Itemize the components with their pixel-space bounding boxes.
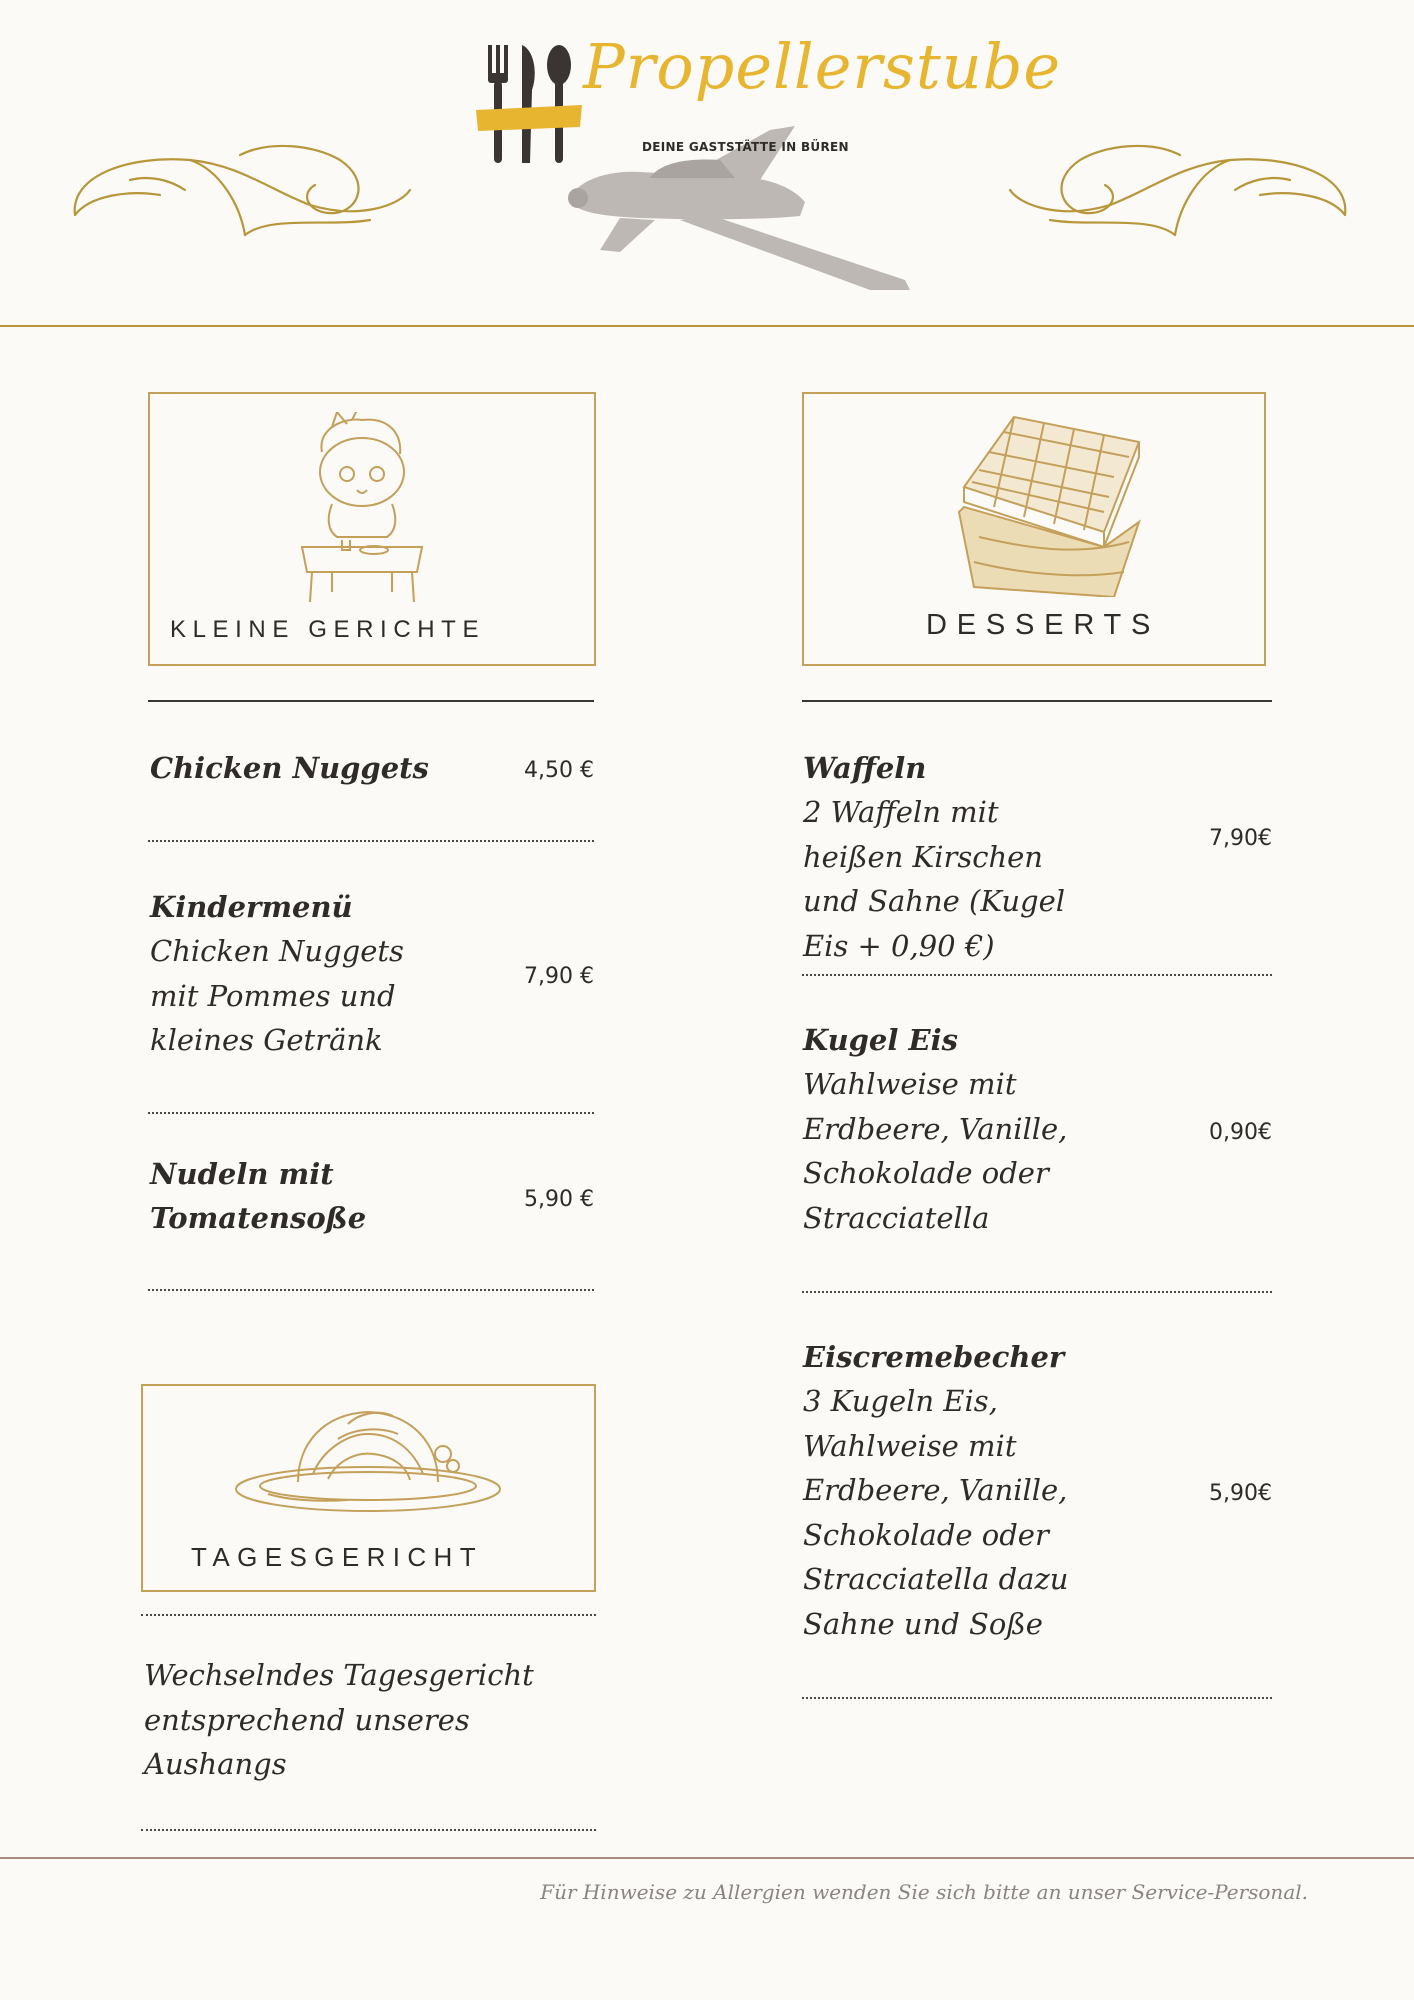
item-divider bbox=[802, 974, 1272, 976]
allergy-note: Für Hinweise zu Allergien wenden Sie sich bitte an unser Service-Personal. bbox=[540, 1880, 1308, 1904]
cutlery-logo-icon bbox=[474, 45, 584, 170]
item-name: Nudeln mit Tomatensoße bbox=[150, 1157, 367, 1235]
item-divider bbox=[802, 1291, 1272, 1293]
item-name: Kugel Eis bbox=[803, 1023, 958, 1057]
tagesgericht-bottom-divider bbox=[141, 1829, 596, 1831]
tagesgericht-rule bbox=[141, 1614, 596, 1616]
item-description: 3 Kugeln Eis, Wahlweise mit Erdbeere, Vanille, Schokolade oder Stracciatella dazu Sahne und Soße bbox=[803, 1384, 1069, 1641]
tagesgericht-frame bbox=[141, 1384, 596, 1592]
item-divider bbox=[148, 1289, 594, 1291]
kleine-gerichte-frame bbox=[148, 392, 596, 666]
item-price: 0,90€ bbox=[1209, 1120, 1272, 1145]
item-name: Waffeln bbox=[803, 751, 927, 785]
item-price: 4,50 € bbox=[524, 758, 594, 783]
pasta-plate-icon bbox=[228, 1394, 508, 1514]
item-description: 2 Waffeln mit heißen Kirschen und Sahne (Kugel Eis + 0,90 €) bbox=[803, 795, 1066, 963]
tagesgericht-description: Wechselndes Tagesgericht entsprechend unseres Aushangs bbox=[144, 1658, 534, 1781]
item-price: 7,90 € bbox=[524, 964, 594, 989]
item-price: 5,90€ bbox=[1209, 1481, 1272, 1506]
kleine-gerichte-title: KLEINE GERICHTE bbox=[170, 616, 486, 643]
child-eating-icon bbox=[292, 412, 432, 602]
item-divider bbox=[802, 1697, 1272, 1699]
item-description: Chicken Nuggets mit Pommes und kleines Getränk bbox=[150, 934, 404, 1057]
brand-name: Propellerstube bbox=[583, 30, 1062, 103]
item-price: 5,90 € bbox=[524, 1187, 594, 1212]
right-flourish-ornament bbox=[1000, 135, 1350, 245]
item-divider bbox=[148, 840, 594, 842]
brand-tagline: DEINE GASTSTÄTTE IN BÜREN bbox=[642, 140, 849, 154]
item-name: Kindermenü bbox=[150, 890, 353, 924]
desserts-title: DESSERTS bbox=[926, 609, 1161, 641]
item-description: Wahlweise mit Erdbeere, Vanille, Schokolade oder Stracciatella bbox=[803, 1067, 1068, 1235]
desserts-frame bbox=[802, 392, 1266, 666]
item-price: 7,90€ bbox=[1209, 826, 1272, 851]
header bbox=[0, 0, 1414, 330]
item-name: Eiscremebecher bbox=[803, 1340, 1065, 1374]
waffle-icon bbox=[954, 412, 1149, 597]
desserts-rule bbox=[802, 700, 1272, 702]
left-flourish-ornament bbox=[70, 135, 420, 245]
item-name: Chicken Nuggets bbox=[150, 751, 429, 785]
tagesgericht-title: TAGESGERICHT bbox=[191, 1542, 484, 1572]
header-divider bbox=[0, 325, 1414, 327]
item-divider bbox=[148, 1112, 594, 1114]
footer-divider bbox=[0, 1857, 1414, 1859]
kleine-gerichte-rule bbox=[148, 700, 594, 702]
